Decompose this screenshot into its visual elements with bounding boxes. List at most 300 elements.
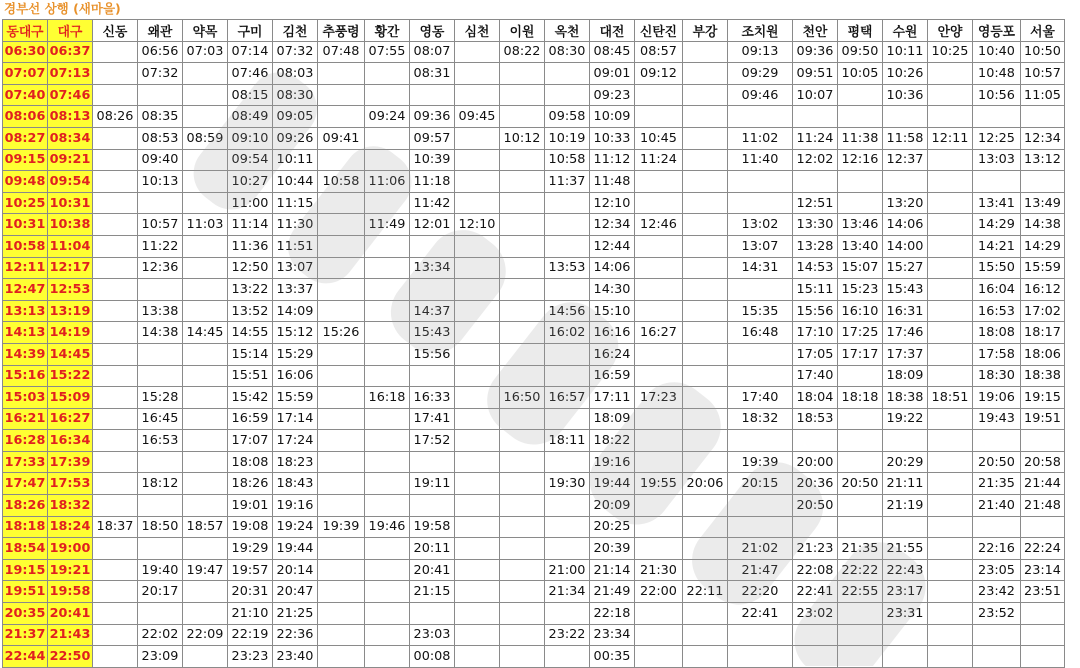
time-cell: 23:40 <box>273 646 318 668</box>
time-cell <box>973 430 1021 452</box>
time-cell: 19:58 <box>410 516 455 538</box>
time-cell: 13:19 <box>48 300 93 322</box>
time-cell: 21:15 <box>410 581 455 603</box>
time-cell: 19:47 <box>183 559 228 581</box>
time-cell: 10:11 <box>273 149 318 171</box>
time-cell: 10:13 <box>138 171 183 193</box>
time-cell: 09:21 <box>48 149 93 171</box>
time-cell: 19:46 <box>365 516 410 538</box>
time-cell <box>635 84 683 106</box>
table-row <box>3 322 1065 344</box>
time-cell <box>683 279 728 301</box>
time-cell: 13:13 <box>3 300 48 322</box>
time-cell <box>318 63 365 85</box>
time-cell: 15:27 <box>883 257 928 279</box>
column-header: 조치원 <box>728 20 793 42</box>
time-cell <box>793 624 838 646</box>
table-row <box>3 581 1065 603</box>
column-header: 안양 <box>928 20 973 42</box>
time-cell: 20:31 <box>228 581 273 603</box>
time-cell: 09:23 <box>590 84 635 106</box>
time-cell <box>138 365 183 387</box>
column-header: 천안 <box>793 20 838 42</box>
time-cell: 23:05 <box>973 559 1021 581</box>
time-cell: 13:30 <box>793 214 838 236</box>
time-cell: 18:23 <box>273 451 318 473</box>
time-cell <box>683 171 728 193</box>
time-cell <box>318 365 365 387</box>
time-cell: 14:09 <box>273 300 318 322</box>
time-cell: 09:36 <box>793 41 838 63</box>
time-cell <box>500 214 545 236</box>
time-cell: 20:47 <box>273 581 318 603</box>
time-cell: 21:40 <box>973 495 1021 517</box>
time-cell <box>838 192 883 214</box>
column-header: 신탄진 <box>635 20 683 42</box>
time-cell <box>928 343 973 365</box>
time-cell <box>455 365 500 387</box>
page-title: 경부선 상행 (새마을) <box>4 1 121 16</box>
time-cell: 23:42 <box>973 581 1021 603</box>
time-cell <box>1021 171 1065 193</box>
time-cell: 15:29 <box>273 343 318 365</box>
time-cell <box>93 387 138 409</box>
time-cell <box>928 300 973 322</box>
time-cell: 21:55 <box>883 538 928 560</box>
time-cell <box>728 192 793 214</box>
time-cell: 21:25 <box>273 603 318 625</box>
time-cell: 21:47 <box>728 559 793 581</box>
table-row <box>3 41 1065 63</box>
time-cell <box>838 646 883 668</box>
time-cell: 16:53 <box>138 430 183 452</box>
time-cell <box>365 257 410 279</box>
time-cell: 13:41 <box>973 192 1021 214</box>
time-cell: 18:38 <box>1021 365 1065 387</box>
time-cell: 14:37 <box>410 300 455 322</box>
time-cell <box>455 495 500 517</box>
time-cell: 08:49 <box>228 106 273 128</box>
column-header: 부강 <box>683 20 728 42</box>
time-cell: 11:42 <box>410 192 455 214</box>
time-cell: 07:32 <box>273 41 318 63</box>
time-cell: 20:25 <box>590 516 635 538</box>
column-header: 대구 <box>48 20 93 42</box>
time-cell <box>318 84 365 106</box>
time-cell: 07:46 <box>48 84 93 106</box>
table-row <box>3 408 1065 430</box>
time-cell <box>635 603 683 625</box>
time-cell: 18:12 <box>138 473 183 495</box>
time-cell <box>93 408 138 430</box>
time-cell <box>635 235 683 257</box>
time-cell <box>928 365 973 387</box>
time-cell: 11:06 <box>365 171 410 193</box>
time-cell: 07:55 <box>365 41 410 63</box>
time-cell: 19:51 <box>1021 408 1065 430</box>
time-cell: 19:58 <box>48 581 93 603</box>
time-cell: 18:32 <box>728 408 793 430</box>
time-cell: 11:03 <box>183 214 228 236</box>
column-header: 수원 <box>883 20 928 42</box>
table-row <box>3 495 1065 517</box>
time-cell <box>635 257 683 279</box>
time-cell <box>973 106 1021 128</box>
time-cell: 19:16 <box>590 451 635 473</box>
time-cell: 18:06 <box>1021 343 1065 365</box>
time-cell: 10:36 <box>883 84 928 106</box>
time-cell <box>793 646 838 668</box>
time-cell: 13:38 <box>138 300 183 322</box>
time-cell <box>883 624 928 646</box>
time-cell: 09:24 <box>365 106 410 128</box>
time-cell: 18:43 <box>273 473 318 495</box>
time-cell: 15:12 <box>273 322 318 344</box>
time-cell: 06:37 <box>48 41 93 63</box>
time-cell <box>500 451 545 473</box>
time-cell: 19:57 <box>228 559 273 581</box>
time-cell: 17:02 <box>1021 300 1065 322</box>
time-cell: 19:21 <box>48 559 93 581</box>
time-cell: 11:36 <box>228 235 273 257</box>
time-cell: 08:15 <box>228 84 273 106</box>
time-cell <box>183 451 228 473</box>
time-cell <box>683 430 728 452</box>
time-cell <box>455 63 500 85</box>
time-cell: 09:15 <box>3 149 48 171</box>
time-cell <box>635 538 683 560</box>
time-cell: 11:48 <box>590 171 635 193</box>
time-cell: 14:53 <box>793 257 838 279</box>
time-cell: 20:39 <box>590 538 635 560</box>
time-cell: 19:55 <box>635 473 683 495</box>
time-cell <box>728 365 793 387</box>
time-cell: 18:04 <box>793 387 838 409</box>
time-cell: 22:36 <box>273 624 318 646</box>
time-cell <box>928 603 973 625</box>
time-cell <box>683 214 728 236</box>
time-cell: 23:14 <box>1021 559 1065 581</box>
time-cell: 17:23 <box>635 387 683 409</box>
time-cell <box>93 495 138 517</box>
time-cell <box>93 41 138 63</box>
time-cell <box>318 495 365 517</box>
time-cell <box>635 408 683 430</box>
time-cell: 17:39 <box>48 451 93 473</box>
time-cell: 09:51 <box>793 63 838 85</box>
time-cell <box>928 214 973 236</box>
time-cell: 13:20 <box>883 192 928 214</box>
time-cell <box>928 408 973 430</box>
time-cell <box>545 343 590 365</box>
time-cell: 14:06 <box>883 214 928 236</box>
time-cell <box>500 581 545 603</box>
time-cell: 23:03 <box>410 624 455 646</box>
time-cell: 20:41 <box>410 559 455 581</box>
time-cell <box>500 343 545 365</box>
time-cell <box>683 63 728 85</box>
time-cell <box>500 171 545 193</box>
time-cell: 16:34 <box>48 430 93 452</box>
time-cell: 16:57 <box>545 387 590 409</box>
time-cell: 10:26 <box>883 63 928 85</box>
time-cell <box>683 451 728 473</box>
time-cell <box>838 451 883 473</box>
time-cell: 10:50 <box>1021 41 1065 63</box>
table-row <box>3 516 1065 538</box>
time-cell: 22:55 <box>838 581 883 603</box>
table-row <box>3 106 1065 128</box>
time-cell <box>928 516 973 538</box>
table-row <box>3 279 1065 301</box>
time-cell: 17:40 <box>793 365 838 387</box>
time-cell: 22:00 <box>635 581 683 603</box>
time-cell: 18:18 <box>3 516 48 538</box>
time-cell <box>928 624 973 646</box>
table-row <box>3 149 1065 171</box>
time-cell: 12:17 <box>48 257 93 279</box>
table-row <box>3 214 1065 236</box>
time-cell: 16:06 <box>273 365 318 387</box>
time-cell <box>883 516 928 538</box>
time-cell: 17:14 <box>273 408 318 430</box>
time-cell: 21:30 <box>635 559 683 581</box>
time-cell <box>183 106 228 128</box>
time-cell: 18:08 <box>973 322 1021 344</box>
time-cell <box>93 473 138 495</box>
time-cell: 11:37 <box>545 171 590 193</box>
time-cell: 21:10 <box>228 603 273 625</box>
time-cell: 19:08 <box>228 516 273 538</box>
time-cell: 11:40 <box>728 149 793 171</box>
time-cell: 16:27 <box>635 322 683 344</box>
time-cell <box>455 430 500 452</box>
column-header: 영등포 <box>973 20 1021 42</box>
time-cell: 10:48 <box>973 63 1021 85</box>
time-cell <box>318 473 365 495</box>
time-cell <box>500 646 545 668</box>
time-cell: 14:06 <box>590 257 635 279</box>
time-cell <box>928 279 973 301</box>
time-cell <box>683 192 728 214</box>
table-row <box>3 171 1065 193</box>
time-cell: 14:45 <box>183 322 228 344</box>
time-cell <box>410 603 455 625</box>
time-cell: 07:32 <box>138 63 183 85</box>
time-cell: 11:00 <box>228 192 273 214</box>
timetable <box>2 19 1065 668</box>
time-cell <box>728 279 793 301</box>
time-cell <box>635 495 683 517</box>
table-row <box>3 257 1065 279</box>
time-cell <box>928 581 973 603</box>
time-cell: 17:52 <box>410 430 455 452</box>
time-cell: 11:18 <box>410 171 455 193</box>
time-cell <box>500 473 545 495</box>
time-cell <box>93 149 138 171</box>
time-cell <box>93 84 138 106</box>
time-cell: 22:18 <box>590 603 635 625</box>
time-cell <box>635 646 683 668</box>
time-cell <box>93 214 138 236</box>
time-cell: 11:30 <box>273 214 318 236</box>
time-cell: 22:16 <box>973 538 1021 560</box>
time-cell <box>500 559 545 581</box>
time-cell: 21:37 <box>3 624 48 646</box>
time-cell: 12:02 <box>793 149 838 171</box>
time-cell: 10:11 <box>883 41 928 63</box>
time-cell: 21:48 <box>1021 495 1065 517</box>
time-cell: 20:50 <box>793 495 838 517</box>
time-cell <box>93 451 138 473</box>
column-header: 서울 <box>1021 20 1065 42</box>
time-cell: 06:30 <box>3 41 48 63</box>
time-cell <box>318 300 365 322</box>
time-cell <box>683 538 728 560</box>
time-cell: 07:40 <box>3 84 48 106</box>
time-cell: 14:21 <box>973 235 1021 257</box>
time-cell: 09:29 <box>728 63 793 85</box>
time-cell <box>183 408 228 430</box>
time-cell <box>365 365 410 387</box>
time-cell <box>93 257 138 279</box>
time-cell: 22:41 <box>793 581 838 603</box>
time-cell: 13:46 <box>838 214 883 236</box>
time-cell: 19:22 <box>883 408 928 430</box>
time-cell: 16:10 <box>838 300 883 322</box>
time-cell <box>635 279 683 301</box>
time-cell: 17:46 <box>883 322 928 344</box>
time-cell <box>545 603 590 625</box>
time-cell: 11:24 <box>635 149 683 171</box>
time-cell <box>1021 624 1065 646</box>
time-cell: 16:53 <box>973 300 1021 322</box>
time-cell: 08:35 <box>138 106 183 128</box>
time-cell: 00:08 <box>410 646 455 668</box>
time-cell <box>838 624 883 646</box>
time-cell <box>635 430 683 452</box>
time-cell: 22:09 <box>183 624 228 646</box>
time-cell: 13:52 <box>228 300 273 322</box>
time-cell <box>93 624 138 646</box>
time-cell: 12:11 <box>3 257 48 279</box>
time-cell <box>318 624 365 646</box>
time-cell: 08:30 <box>273 84 318 106</box>
time-cell <box>683 106 728 128</box>
time-cell <box>500 149 545 171</box>
time-cell: 12:34 <box>1021 127 1065 149</box>
time-cell: 21:19 <box>883 495 928 517</box>
time-cell <box>500 516 545 538</box>
time-cell <box>183 192 228 214</box>
time-cell <box>318 559 365 581</box>
time-cell: 17:40 <box>728 387 793 409</box>
time-cell: 11:12 <box>590 149 635 171</box>
time-cell <box>635 192 683 214</box>
time-cell <box>455 257 500 279</box>
time-cell: 21:35 <box>973 473 1021 495</box>
time-cell <box>928 235 973 257</box>
time-cell <box>545 279 590 301</box>
time-cell: 12:51 <box>793 192 838 214</box>
time-cell: 15:59 <box>273 387 318 409</box>
time-cell <box>883 106 928 128</box>
time-cell: 10:58 <box>3 235 48 257</box>
time-cell: 07:13 <box>48 63 93 85</box>
time-cell <box>545 84 590 106</box>
time-cell: 20:41 <box>48 603 93 625</box>
time-cell: 18:11 <box>545 430 590 452</box>
time-cell: 12:44 <box>590 235 635 257</box>
time-cell: 07:03 <box>183 41 228 63</box>
time-cell: 08:06 <box>3 106 48 128</box>
time-cell: 19:15 <box>1021 387 1065 409</box>
time-cell: 17:58 <box>973 343 1021 365</box>
time-cell <box>183 430 228 452</box>
time-cell: 10:27 <box>228 171 273 193</box>
time-cell <box>93 171 138 193</box>
time-cell <box>728 646 793 668</box>
time-cell: 13:53 <box>545 257 590 279</box>
time-cell <box>500 63 545 85</box>
time-cell: 15:16 <box>3 365 48 387</box>
time-cell: 13:37 <box>273 279 318 301</box>
time-cell <box>455 235 500 257</box>
time-cell: 18:30 <box>973 365 1021 387</box>
header-row <box>3 20 1065 42</box>
time-cell <box>183 300 228 322</box>
time-cell: 14:00 <box>883 235 928 257</box>
time-cell <box>455 516 500 538</box>
column-header: 구미 <box>228 20 273 42</box>
time-cell <box>883 430 928 452</box>
time-cell: 16:59 <box>590 365 635 387</box>
time-cell <box>455 451 500 473</box>
time-cell <box>683 516 728 538</box>
time-cell <box>455 538 500 560</box>
time-cell: 18:38 <box>883 387 928 409</box>
time-cell <box>93 127 138 149</box>
time-cell <box>500 235 545 257</box>
time-cell <box>365 300 410 322</box>
time-cell <box>410 235 455 257</box>
time-cell: 09:57 <box>410 127 455 149</box>
time-cell <box>455 343 500 365</box>
time-cell: 20:58 <box>1021 451 1065 473</box>
time-cell: 11:38 <box>838 127 883 149</box>
time-cell: 14:29 <box>973 214 1021 236</box>
time-cell: 10:12 <box>500 127 545 149</box>
time-cell <box>365 495 410 517</box>
time-cell: 13:03 <box>973 149 1021 171</box>
time-cell: 15:14 <box>228 343 273 365</box>
time-cell <box>500 300 545 322</box>
time-cell <box>683 41 728 63</box>
table-row <box>3 84 1065 106</box>
time-cell: 14:39 <box>3 343 48 365</box>
time-cell: 09:50 <box>838 41 883 63</box>
time-cell: 12:11 <box>928 127 973 149</box>
time-cell <box>318 149 365 171</box>
time-cell <box>545 192 590 214</box>
time-cell <box>318 257 365 279</box>
time-cell: 20:50 <box>838 473 883 495</box>
time-cell: 11:24 <box>793 127 838 149</box>
time-cell: 16:16 <box>590 322 635 344</box>
time-cell: 20:50 <box>973 451 1021 473</box>
time-cell <box>928 322 973 344</box>
time-cell <box>318 430 365 452</box>
